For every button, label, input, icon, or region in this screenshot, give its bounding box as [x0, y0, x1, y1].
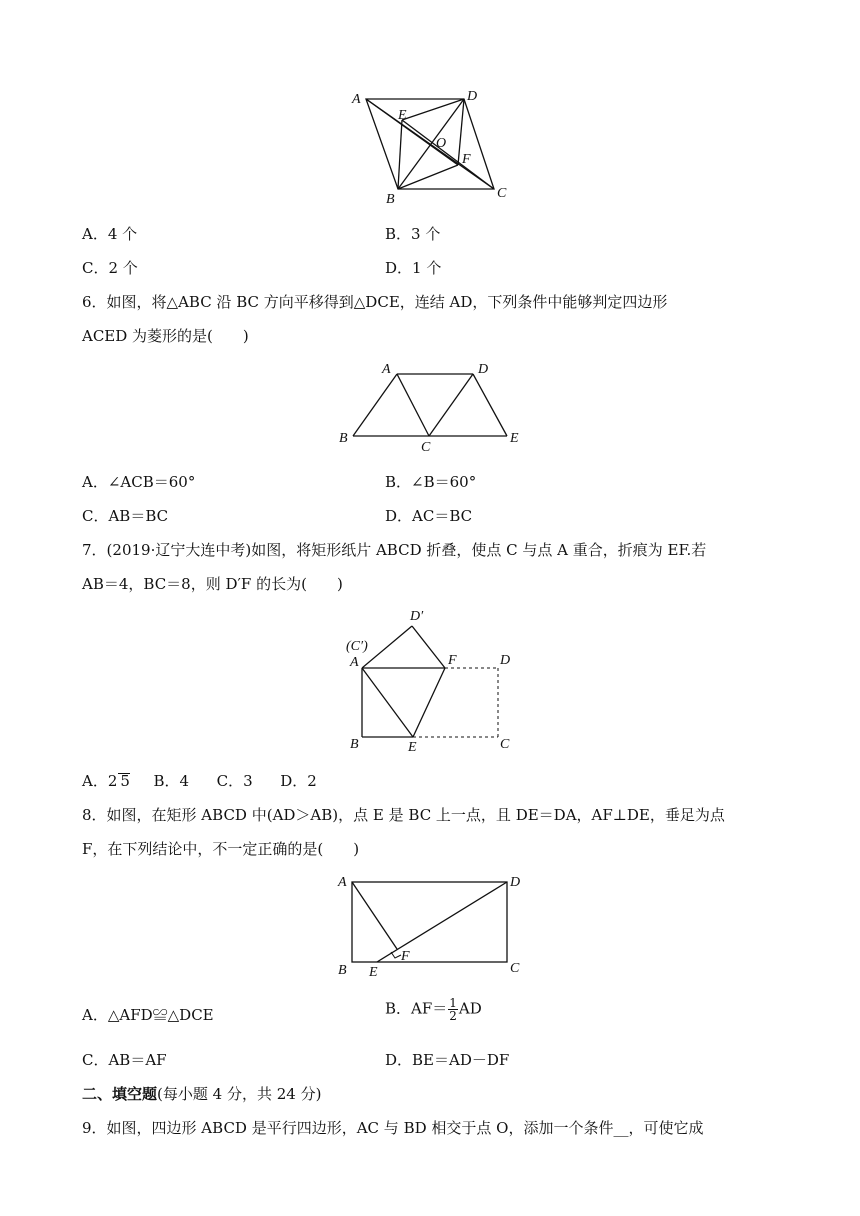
label-C: C	[510, 961, 520, 976]
label-F: F	[401, 949, 410, 964]
q8-option-b	[385, 997, 482, 1022]
label-A: A	[350, 655, 359, 670]
label-B: B	[339, 431, 348, 446]
q8-option-c: C．AB＝AF	[82, 1051, 167, 1069]
q6-line2: ACED 为菱形的是( )	[82, 327, 249, 345]
figure-q7-fold	[340, 604, 525, 756]
q7-option-d: D．2	[280, 772, 317, 790]
label-C: C	[421, 440, 431, 455]
figure-q5-rhombus	[340, 85, 520, 210]
section-note: (每小题 4 分，共 24 分)	[157, 1085, 322, 1103]
q8-option-a: A．△AFD≌△DCE	[82, 1006, 214, 1024]
figure-q6-translation	[335, 358, 530, 456]
label-D: D	[510, 875, 521, 890]
q7-option-b: B．4	[153, 772, 190, 790]
label-E: E	[510, 431, 519, 446]
figure-q8-rectangle	[335, 870, 530, 978]
q7-option-c: C．3	[216, 772, 253, 790]
q6-line1: 6．如图，将△ABC 沿 BC 方向平移得到△DCE，连结 AD，下列条件中能够判定四边形	[82, 293, 668, 311]
q7-option-a-radical: 5	[120, 772, 130, 790]
label-E: E	[408, 740, 417, 755]
label-O: O	[436, 136, 447, 151]
q5-option-a: A．4 个	[82, 225, 138, 243]
q5-option-c: C．2 个	[82, 259, 138, 277]
q7-line2: AB＝4，BC＝8，则 D′F 的长为( )	[82, 575, 343, 593]
q8-option-b-prefix: B．AF＝	[385, 999, 448, 1018]
q6-option-c: C．AB＝BC	[82, 507, 169, 525]
label-C: C	[500, 737, 510, 752]
q7-options	[82, 770, 317, 791]
label-A: A	[338, 875, 347, 890]
fraction-denominator: 2	[449, 1009, 457, 1023]
section-fill-in-heading	[82, 1083, 321, 1104]
label-A: A	[352, 92, 361, 107]
q8-option-d: D．BE＝AD－DF	[385, 1051, 510, 1069]
q6-option-b: B．∠B＝60°	[385, 473, 477, 491]
label-F: F	[462, 152, 471, 167]
fraction-half	[448, 997, 458, 1022]
q6-option-a: A．∠ACB＝60°	[82, 473, 196, 491]
label-E: E	[369, 965, 378, 978]
q8-line2: F，在下列结论中，不一定正确的是( )	[82, 840, 360, 858]
q8-line1: 8．如图，在矩形 ABCD 中(AD＞AB)，点 E 是 BC 上一点，且 DE＝DA，AF⊥DE，垂足为点	[82, 806, 725, 824]
q5-option-b: B．3 个	[385, 225, 441, 243]
label-D: D	[478, 362, 489, 377]
q7-line1: 7．(2019·辽宁大连中考)如图，将矩形纸片 ABCD 折叠，使点 C 与点 A 重合，折痕为 EF.若	[82, 541, 707, 559]
label-A: A	[382, 362, 391, 377]
label-C-prime: (C′)	[346, 639, 368, 654]
q9-line1: 9．如图，四边形 ABCD 是平行四边形，AC 与 BD 相交于点 O，添加一个条件__，可使它成	[82, 1119, 704, 1137]
label-C: C	[497, 186, 507, 201]
label-F: F	[448, 653, 457, 668]
label-B: B	[350, 737, 359, 752]
label-D-prime: D′	[410, 609, 424, 624]
fraction-numerator: 1	[449, 996, 457, 1010]
label-D: D	[500, 653, 511, 668]
q6-option-d: D．AC＝BC	[385, 507, 473, 525]
label-B: B	[338, 963, 347, 978]
label-D: D	[467, 89, 478, 104]
label-E: E	[398, 108, 407, 123]
q8-option-b-suffix: AD	[458, 999, 482, 1018]
q7-option-a-prefix: A．2	[82, 772, 118, 790]
section-title: 二、填空题	[82, 1085, 158, 1103]
q5-option-d: D．1 个	[385, 259, 442, 277]
label-B: B	[386, 192, 395, 207]
